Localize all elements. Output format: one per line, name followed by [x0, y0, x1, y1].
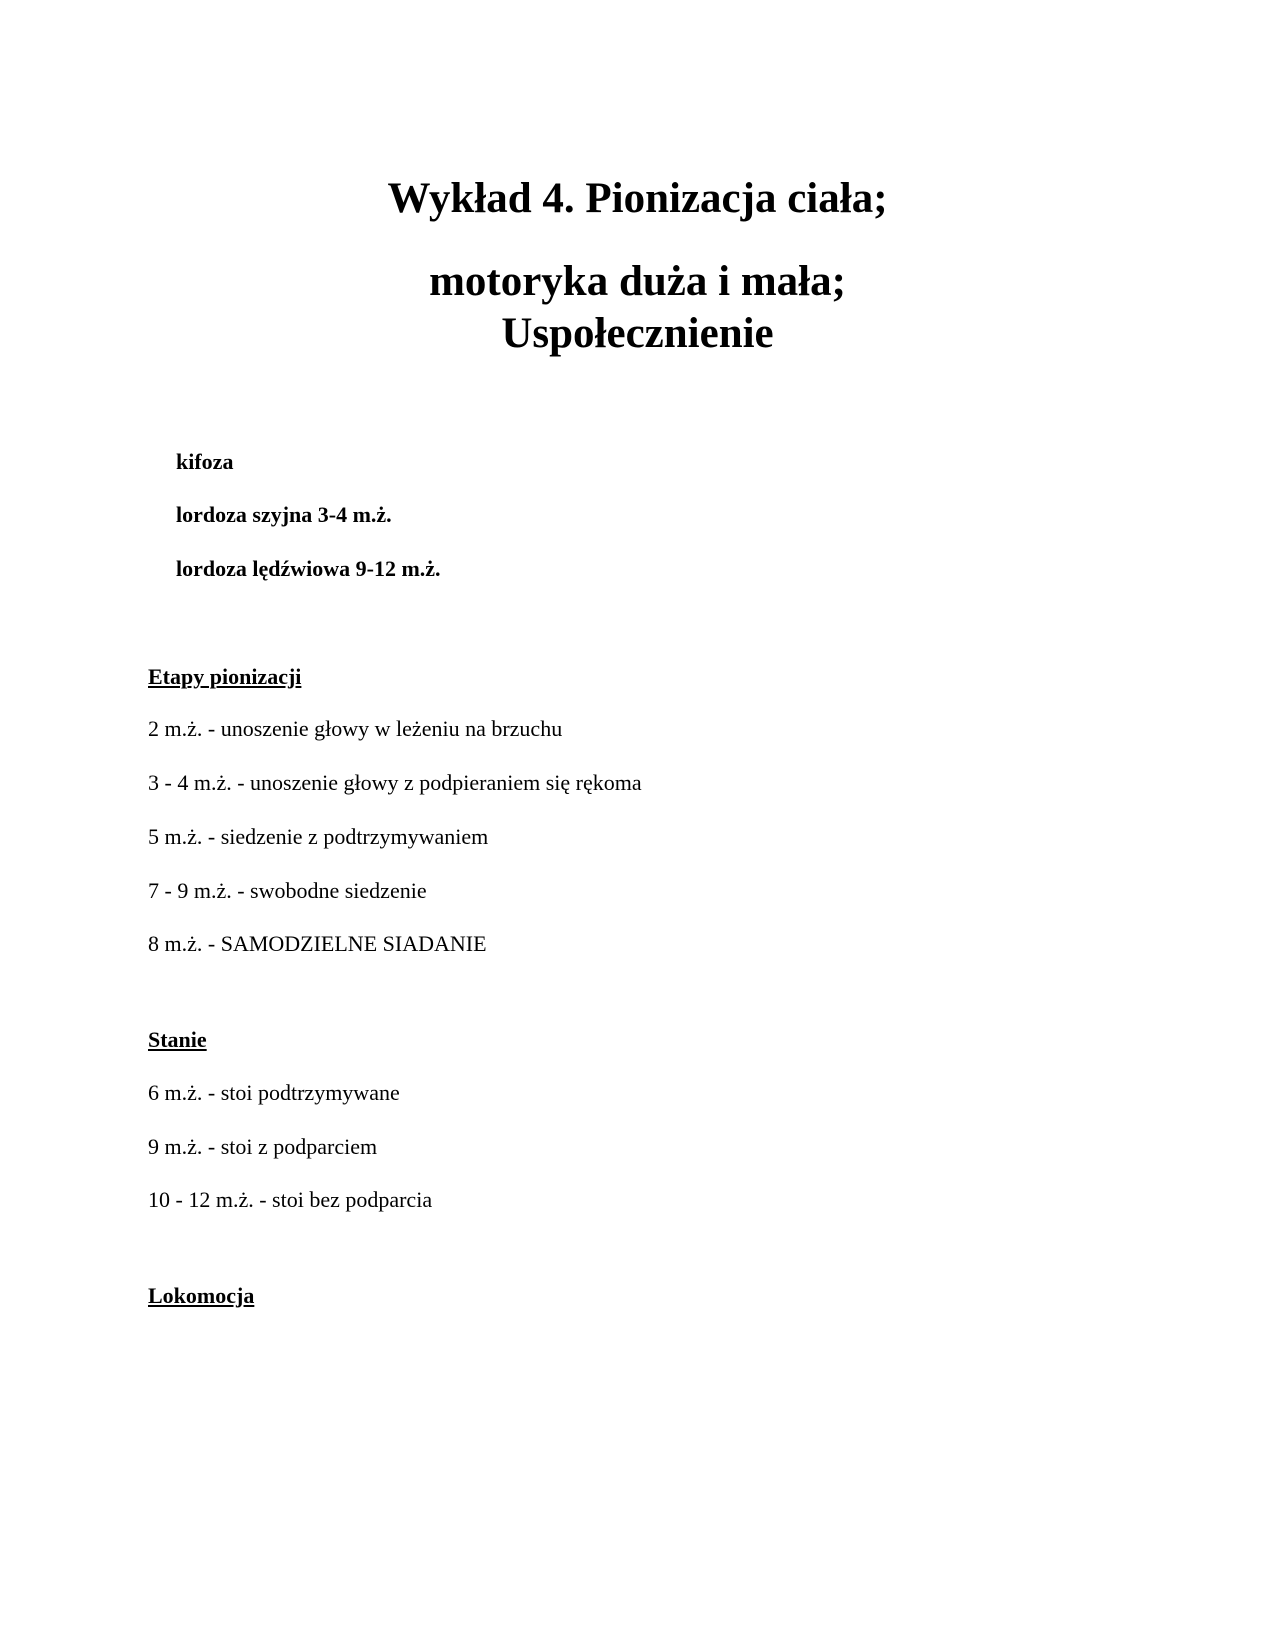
section-heading-etapy: Etapy pionizacji — [148, 664, 302, 689]
list-item: 2 m.ż. - unoszenie głowy w leżeniu na brzuchu — [148, 716, 563, 741]
list-item: 9 m.ż. - stoi z podparciem — [148, 1134, 378, 1159]
spine-curve-item: lordoza szyjna 3-4 m.ż. — [176, 502, 392, 527]
spine-curve-item: kifoza — [176, 449, 234, 474]
list-item: 8 m.ż. - SAMODZIELNE SIADANIE — [148, 931, 487, 956]
list-item: 10 - 12 m.ż. - stoi bez podparcia — [148, 1187, 433, 1212]
document-title-line-3: Uspołecznienie — [501, 310, 774, 357]
document-title-line-1: Wykład 4. Pionizacja ciała; — [387, 175, 888, 222]
list-item: 5 m.ż. - siedzenie z podtrzymywaniem — [148, 824, 489, 849]
section-heading-stanie: Stanie — [148, 1027, 207, 1052]
list-item: 6 m.ż. - stoi podtrzymywane — [148, 1080, 400, 1105]
section-heading-lokomocja: Lokomocja — [148, 1283, 255, 1308]
spine-curve-item: lordoza lędźwiowa 9-12 m.ż. — [176, 556, 441, 581]
list-item: 7 - 9 m.ż. - swobodne siedzenie — [148, 878, 427, 903]
document-title-line-2: motoryka duża i mała; — [429, 258, 846, 305]
list-item: 3 - 4 m.ż. - unoszenie głowy z podpieraniem się rękoma — [148, 770, 642, 795]
